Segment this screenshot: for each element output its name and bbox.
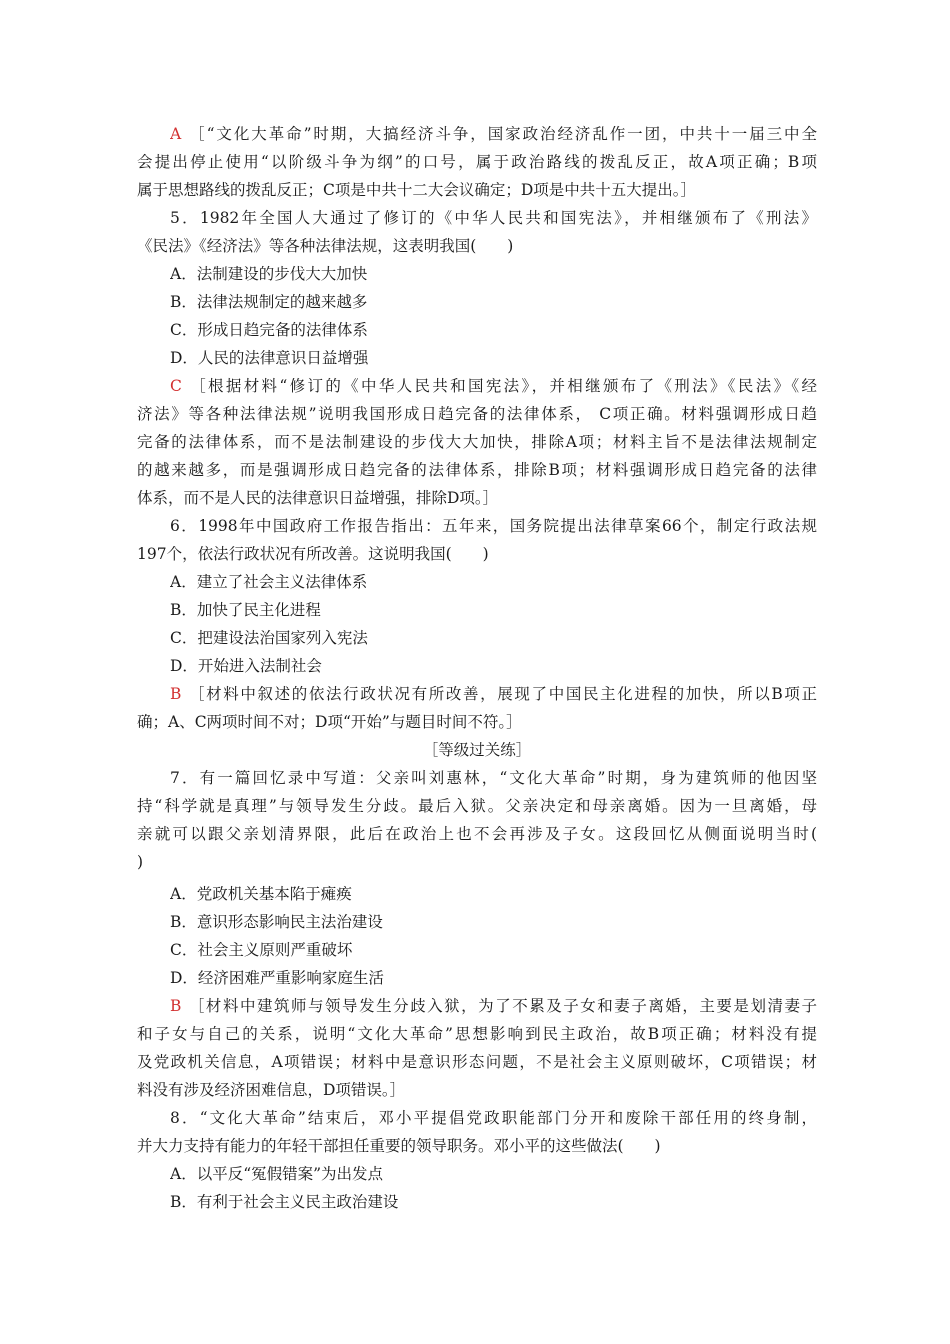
option-d: D．开始进入法制社会 bbox=[170, 657, 322, 675]
option-d: D．经济困难严重影响家庭生活 bbox=[170, 969, 384, 987]
option-c: C．把建设法治国家列入宪法 bbox=[170, 629, 368, 647]
answer-line: B ［材料中叙述的依法行政状况有所改善，展现了中国民主化进程的加快，所以B项正 bbox=[170, 685, 817, 703]
question-text: 并大力支持有能力的年轻干部担任重要的领导职务。邓小平的这些做法( ) bbox=[137, 1137, 661, 1155]
answer-line: 属于思想路线的拨乱反正；C项是中共十二大会议确定；D项是中共十五大提出。］ bbox=[137, 181, 697, 199]
option-c: C．形成日趋完备的法律体系 bbox=[170, 321, 368, 339]
answer-letter: A bbox=[170, 125, 182, 143]
answer-letter: B bbox=[170, 685, 182, 703]
question-text: 5．1982年全国人大通过了修订的《中华人民共和国宪法》，并相继颁布了《刑法》 bbox=[170, 209, 817, 227]
answer-line: 的越来越多，而是强调形成日趋完备的法律体系，排除B项；材料强调形成日趋完备的法律 bbox=[137, 461, 817, 479]
option-d: D．人民的法律意识日益增强 bbox=[170, 349, 369, 367]
answer-letter: C bbox=[170, 377, 182, 395]
question-text: ) bbox=[137, 853, 144, 871]
option-b: B．意识形态影响民主法治建设 bbox=[170, 913, 383, 931]
option-a: A．党政机关基本陷于瘫痪 bbox=[170, 885, 352, 903]
question-text: 《民法》《经济法》等各种法律法规，这表明我国( ) bbox=[137, 237, 514, 255]
answer-line: 体系，而不是人民的法律意识日益增强，排除D项。］ bbox=[137, 489, 499, 507]
answer-line: 和子女与自己的关系，说明“文化大革命”思想影响到民主政治，故B项正确；材料没有提 bbox=[137, 1025, 817, 1043]
option-a: A．法制建设的步伐大大加快 bbox=[170, 265, 368, 283]
question-text: 6．1998年中国政府工作报告指出：五年来，国务院提出法律草案66个，制定行政法规 bbox=[170, 517, 817, 535]
answer-line: A ［“文化大革命”时期，大搞经济斗争，国家政治经济乱作一团，中共十一届三中全 bbox=[170, 125, 817, 143]
answer-letter: B bbox=[170, 997, 182, 1015]
option-b: B．有利于社会主义民主政治建设 bbox=[170, 1193, 399, 1211]
answer-line: C ［根据材料“修订的《中华人民共和国宪法》，并相继颁布了《刑法》《民法》《经 bbox=[170, 377, 817, 395]
option-a: A．以平反“冤假错案”为出发点 bbox=[170, 1165, 384, 1183]
question-text: 持“科学就是真理”与领导发生分歧。最后入狱。父亲决定和母亲离婚。因为一旦离婚，母 bbox=[137, 797, 817, 815]
answer-line: 及党政机关信息，A项错误；材料中是意识形态问题，不是社会主义原则破坏，C项错误；材 bbox=[137, 1053, 817, 1071]
answer-line: B ［材料中建筑师与领导发生分歧入狱，为了不累及子女和妻子离婚，主要是划清妻子 bbox=[170, 997, 817, 1015]
option-b: B．加快了民主化进程 bbox=[170, 601, 321, 619]
option-b: B．法律法规制定的越来越多 bbox=[170, 293, 368, 311]
section-heading: ［等级过关练］ bbox=[422, 741, 532, 759]
question-text: 亲就可以跟父亲划清界限，此后在政治上也不会再涉及子女。这段回忆从侧面说明当时( bbox=[137, 825, 817, 843]
option-c: C．社会主义原则严重破坏 bbox=[170, 941, 353, 959]
option-a: A．建立了社会主义法律体系 bbox=[170, 573, 368, 591]
question-text: 197个，依法行政状况有所改善。这说明我国( ) bbox=[137, 545, 489, 563]
question-text: 7．有一篇回忆录中写道：父亲叫刘惠林，“文化大革命”时期，身为建筑师的他因坚 bbox=[170, 769, 817, 787]
answer-line: 会提出停止使用“以阶级斗争为纲”的口号，属于政治路线的拨乱反正，故A项正确；B项 bbox=[137, 153, 817, 171]
answer-line: 确；A、C两项时间不对；D项“开始”与题目时间不符。］ bbox=[137, 713, 522, 731]
question-text: 8．“文化大革命”结束后，邓小平提倡党政职能部门分开和废除干部任用的终身制， bbox=[170, 1109, 817, 1127]
answer-line: 济法》等各种法律法规”说明我国形成日趋完备的法律体系， C项正确。材料强调形成日趋 bbox=[137, 405, 817, 423]
answer-line: 完备的法律体系，而不是法制建设的步伐大大加快，排除A项；材料主旨不是法律法规制定 bbox=[137, 433, 817, 451]
answer-line: 料没有涉及经济困难信息，D项错误。］ bbox=[137, 1081, 406, 1099]
